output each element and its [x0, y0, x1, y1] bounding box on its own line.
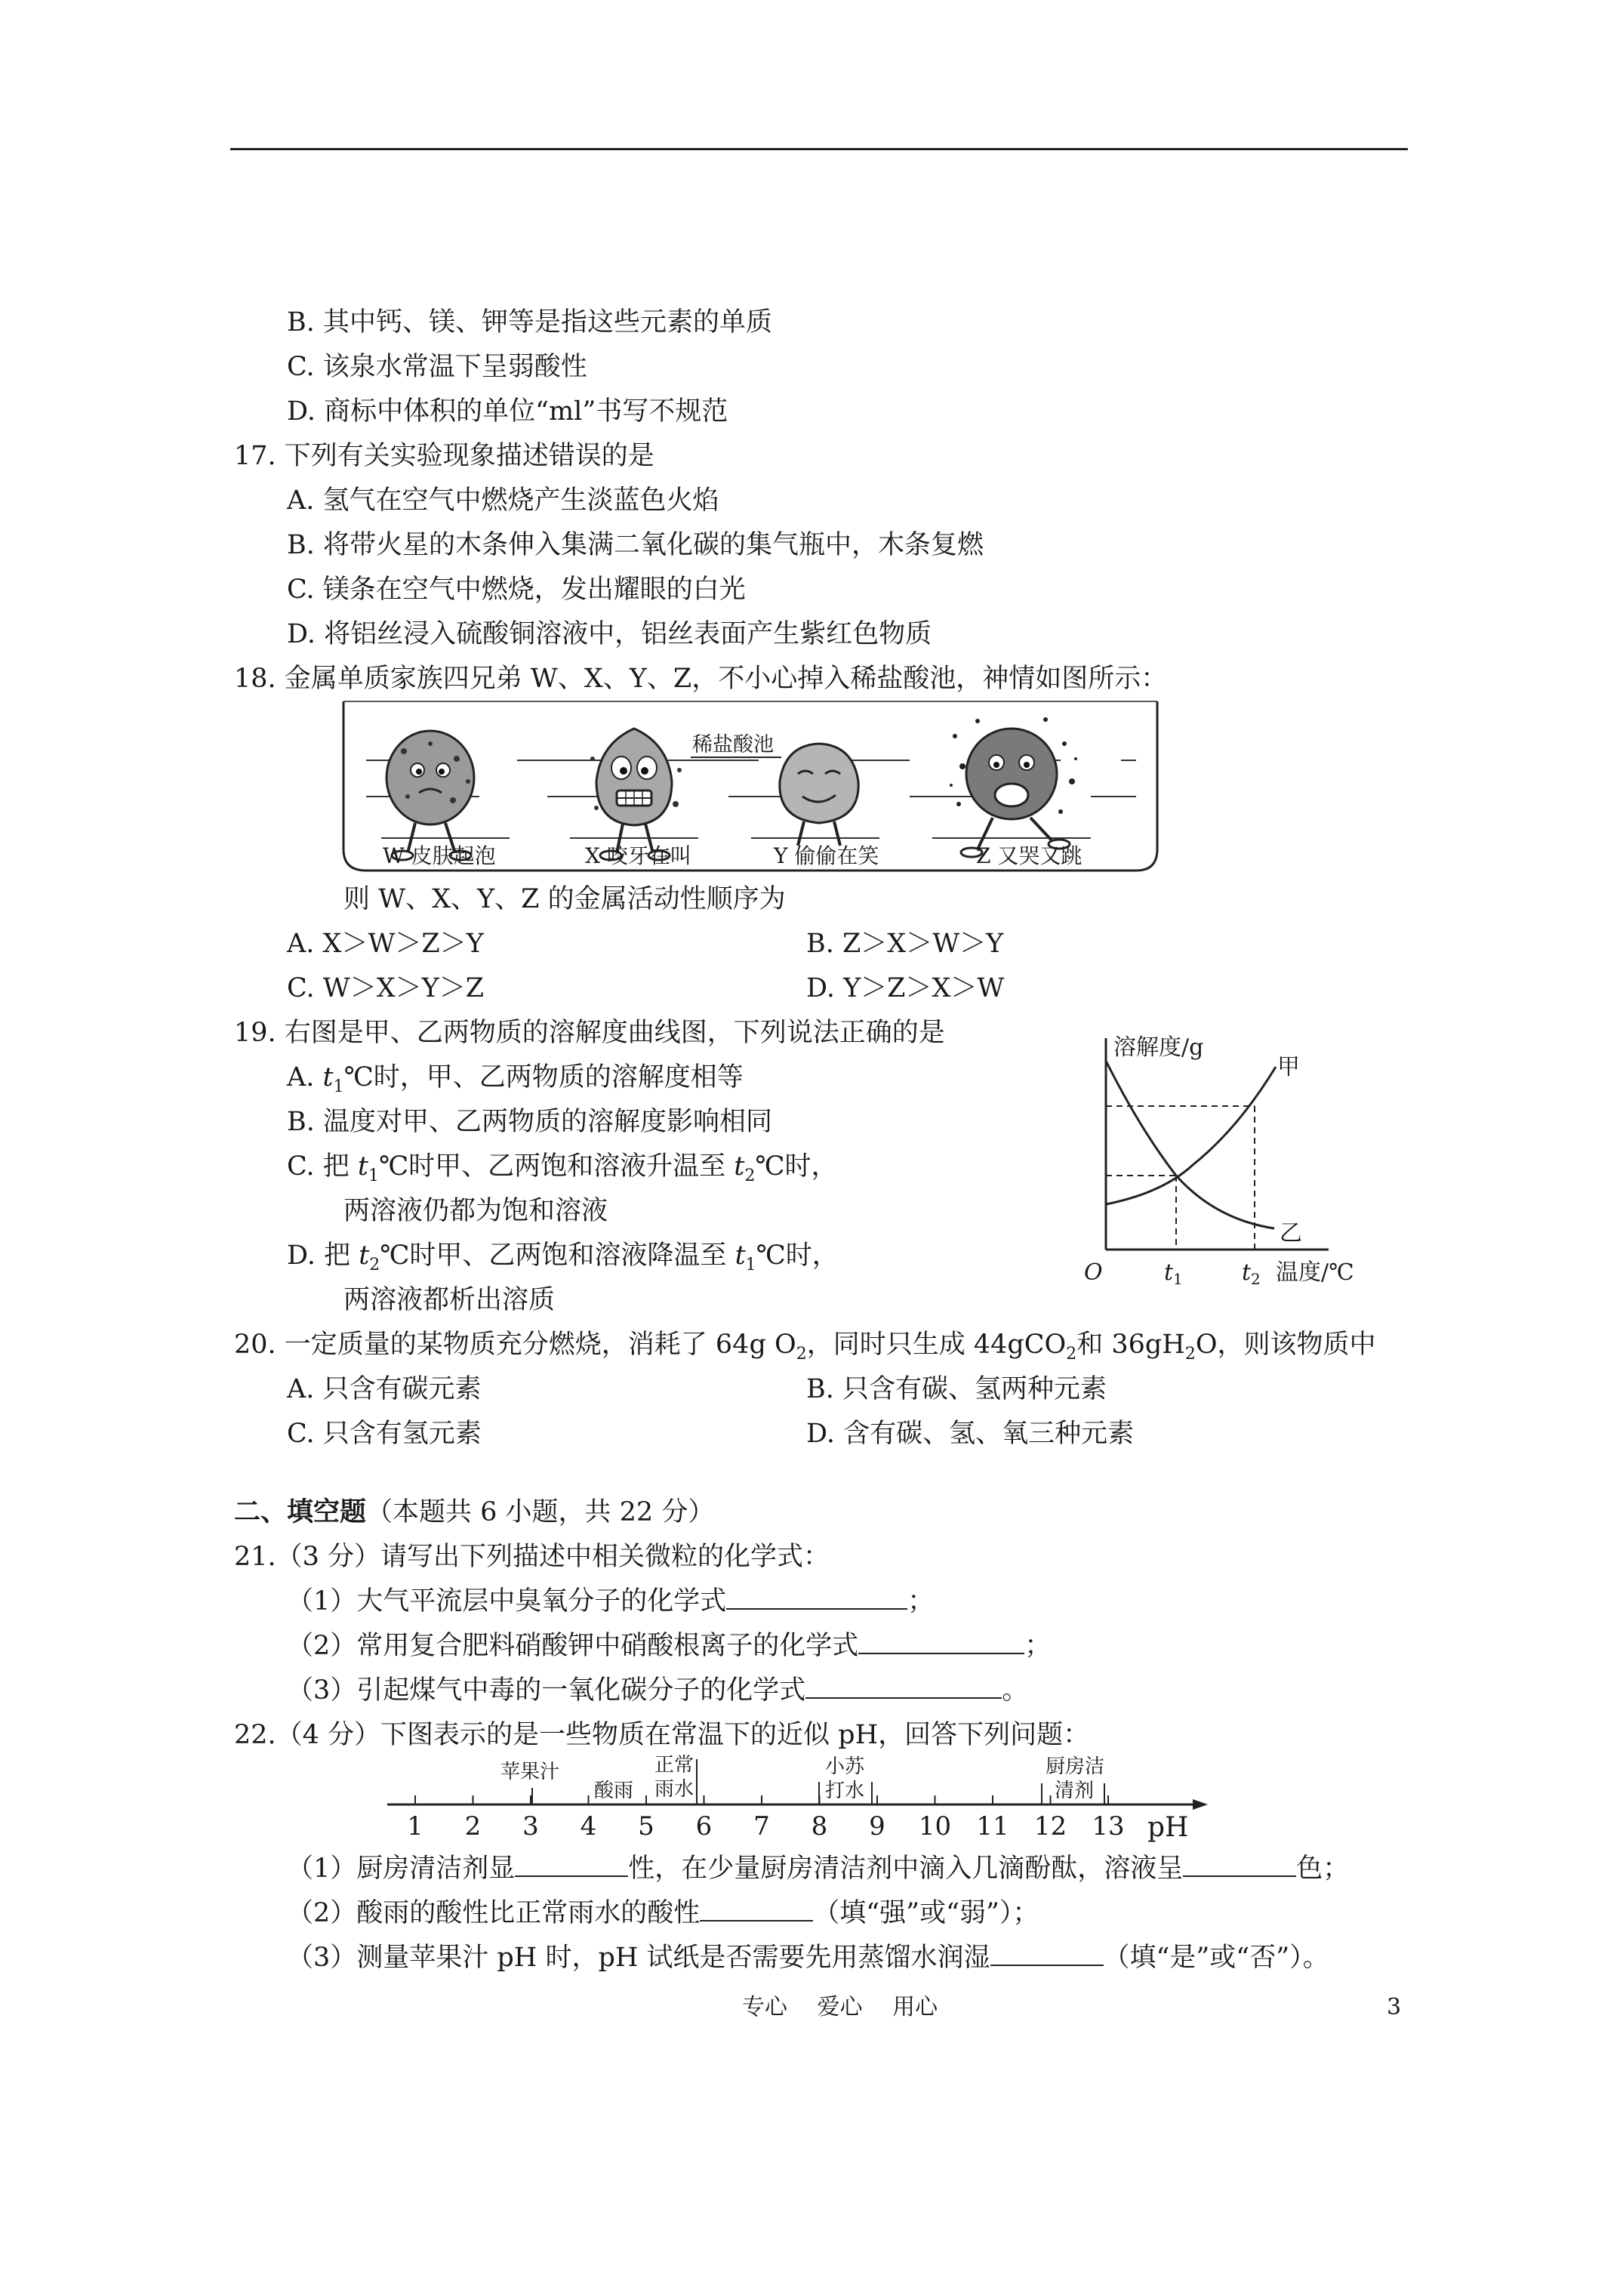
q16-option-c: C. 该泉水常温下呈弱酸性 [287, 352, 587, 382]
ph-tick-label: 6 [695, 1811, 713, 1841]
q18-option-c: C. W＞X＞Y＞Z [287, 973, 485, 1003]
ph-unit: pH [1147, 1812, 1189, 1843]
ph-tick-label: 1 [407, 1811, 423, 1841]
label-cleaner-1: 厨房洁 [1046, 1755, 1105, 1778]
svg-text:t: t [1242, 1259, 1252, 1286]
label-acid-rain: 酸雨 [594, 1780, 634, 1802]
q18-stem: 18. 金属单质家族四兄弟 W、X、Y、Z，不小心掉入稀盐酸池，神情如图所示： [234, 664, 1168, 694]
q19-stem: 19. 右图是甲、乙两物质的溶解度曲线图，下列说法正确的是 [234, 1018, 945, 1048]
caption-x: X 咬牙在叫 [585, 843, 691, 868]
solubility-graph [1079, 1023, 1397, 1295]
curve-jia [1106, 1067, 1276, 1204]
label-cleaner-2: 清剂 [1055, 1780, 1095, 1802]
q20-option-c: C. 只含有氢元素 [287, 1419, 482, 1449]
label-normal-rain-1: 正常 [654, 1754, 694, 1777]
metal-w-character [387, 731, 474, 860]
header-rule [230, 148, 1408, 150]
q21-part3: （3）引起煤气中毒的一氧化碳分子的化学式 。 [287, 1675, 1029, 1706]
q20-stem: 20. 一定质量的某物质充分燃烧，消耗了 64g $O_2$，同时只生成 44gCO$_2$和 $36gH_2O$，则该物质中 [234, 1330, 1376, 1364]
q20-option-d: D. 含有碳、氢、氧三种元素 [806, 1419, 1135, 1449]
footer-motto: 专心 爱心 用心 [742, 1994, 938, 2020]
q18-option-d: D. Y＞Z＞X＞W [806, 973, 1005, 1003]
curve-yi [1106, 1061, 1274, 1228]
q19-option-c-line2: 两溶液仍都为饱和溶液 [343, 1196, 608, 1226]
q22-blank-2[interactable] [1183, 1853, 1296, 1877]
label-soda-2: 打水 [825, 1780, 865, 1802]
ph-tick-label: 4 [580, 1811, 597, 1841]
ph-tick-label: 2 [464, 1811, 482, 1841]
section-heading: 二、填空题（本题共 6 小题，共 22 分） [234, 1496, 715, 1527]
q22-stem: 22.（4 分）下图表示的是一些物质在常温下的近似 pH，回答下列问题： [234, 1720, 1090, 1750]
ph-tick-label: 10 [918, 1811, 952, 1841]
q22-part1: （1）厨房清洁剂显 性，在少量厨房清洁剂中滴入几滴酚酞，溶液呈 色； [287, 1854, 1350, 1884]
ph-tick-label: 13 [1092, 1811, 1125, 1841]
q21-part2: （2）常用复合肥料硝酸钾中硝酸根离子的化学式 ； [287, 1631, 1052, 1661]
q20-option-b: B. 只含有碳、氢两种元素 [806, 1374, 1107, 1404]
pool-label: 稀盐酸池 [692, 733, 774, 757]
caption-z: Z 又哭又跳 [976, 843, 1083, 868]
x-axis-label: 温度/℃ [1276, 1259, 1354, 1286]
ph-tick-label: 7 [753, 1811, 770, 1841]
q22-part3: （3）测量苹果汁 pH 时，pH 试纸是否需要先用蒸馏水润湿 （填“是”或“否”）。 [287, 1943, 1329, 1973]
page-number: 3 [1387, 1994, 1402, 2020]
q19-option-d-line2: 两溶液都析出溶质 [343, 1285, 556, 1315]
q16-option-b: B. 其中钙、镁、钾等是指这些元素的单质 [287, 307, 772, 337]
ph-tick-label: 3 [522, 1811, 539, 1841]
q16-option-d: D. 商标中体积的单位“ml”书写不规范 [287, 396, 728, 427]
q22-blank-4[interactable] [990, 1942, 1104, 1966]
q18-question: 则 W、X、Y、Z 的金属活动性顺序为 [343, 884, 786, 914]
caption-y: Y 偷偷在笑 [774, 843, 879, 868]
curve-jia-label: 甲 [1277, 1054, 1300, 1080]
q17-option-a: A. 氢气在空气中燃烧产生淡蓝色火焰 [287, 485, 719, 516]
q19-option-c: C. 把 $t_1℃$时甲、乙两饱和溶液升温至 $t_2℃$时， [287, 1151, 838, 1185]
acid-pool-figure [336, 698, 1166, 880]
metal-x-character [590, 729, 682, 860]
q21-part1: （1）大气平流层中臭氧分子的化学式 ； [287, 1586, 935, 1616]
q22-part2: （2）酸雨的酸性比正常雨水的酸性 （填“强”或“弱”）； [287, 1898, 1039, 1928]
q18-option-b: B. Z＞X＞W＞Y [806, 929, 1004, 959]
q21-blank-2[interactable] [858, 1630, 1024, 1654]
metal-y-character [780, 744, 858, 846]
svg-text:t: t [1164, 1259, 1174, 1286]
q17-stem: 17. 下列有关实验现象描述错误的是 [234, 441, 654, 471]
q21-blank-3[interactable] [805, 1675, 1002, 1699]
ph-tick-label: 9 [869, 1811, 885, 1841]
t1-label [1164, 1259, 1183, 1288]
q20-option-a: A. 只含有碳元素 [287, 1374, 482, 1404]
ph-ticks [407, 1795, 1124, 1841]
ph-tick-label: 8 [811, 1811, 828, 1841]
q21-blank-1[interactable] [726, 1586, 907, 1610]
t2-label [1242, 1259, 1261, 1288]
ph-tick-label: 12 [1033, 1811, 1067, 1841]
curve-yi-label: 乙 [1280, 1220, 1302, 1247]
svg-text:2: 2 [1251, 1270, 1261, 1288]
ph-axis-arrow [1193, 1799, 1208, 1810]
q19-option-d: D. 把 $t_2℃$时甲、乙两饱和溶液降温至 $t_1℃$时， [287, 1240, 839, 1274]
q21-stem: 21.（3 分）请写出下列描述中相关微粒的化学式： [234, 1542, 830, 1572]
q18-option-a: A. X＞W＞Z＞Y [287, 929, 484, 959]
ph-scale [381, 1752, 1219, 1857]
q17-option-c: C. 镁条在空气中燃烧，发出耀眼的白光 [287, 575, 746, 605]
q17-option-b: B. 将带火星的木条伸入集满二氧化碳的集气瓶中，木条复燃 [287, 530, 984, 560]
q22-blank-3[interactable] [700, 1897, 813, 1922]
label-soda-1: 小苏 [825, 1755, 865, 1778]
q22-blank-1[interactable] [515, 1853, 628, 1877]
label-apple-juice: 苹果汁 [500, 1761, 560, 1783]
q19-option-a: A. $t_1℃$时，甲、乙两物质的溶解度相等 [287, 1062, 744, 1096]
caption-w: W 皮肤起泡 [383, 843, 496, 868]
q17-option-d: D. 将铝丝浸入硫酸铜溶液中，铝丝表面产生紫红色物质 [287, 619, 932, 649]
origin-label: O [1084, 1259, 1103, 1286]
svg-text:1: 1 [1173, 1270, 1183, 1288]
q19-option-b: B. 温度对甲、乙两物质的溶解度影响相同 [287, 1107, 772, 1137]
ph-tick-label: 11 [976, 1811, 1009, 1841]
y-axis-label: 溶解度/g [1113, 1034, 1204, 1061]
label-normal-rain-2: 雨水 [654, 1778, 694, 1801]
metal-z-character [950, 717, 1077, 857]
ph-tick-label: 5 [638, 1811, 654, 1841]
